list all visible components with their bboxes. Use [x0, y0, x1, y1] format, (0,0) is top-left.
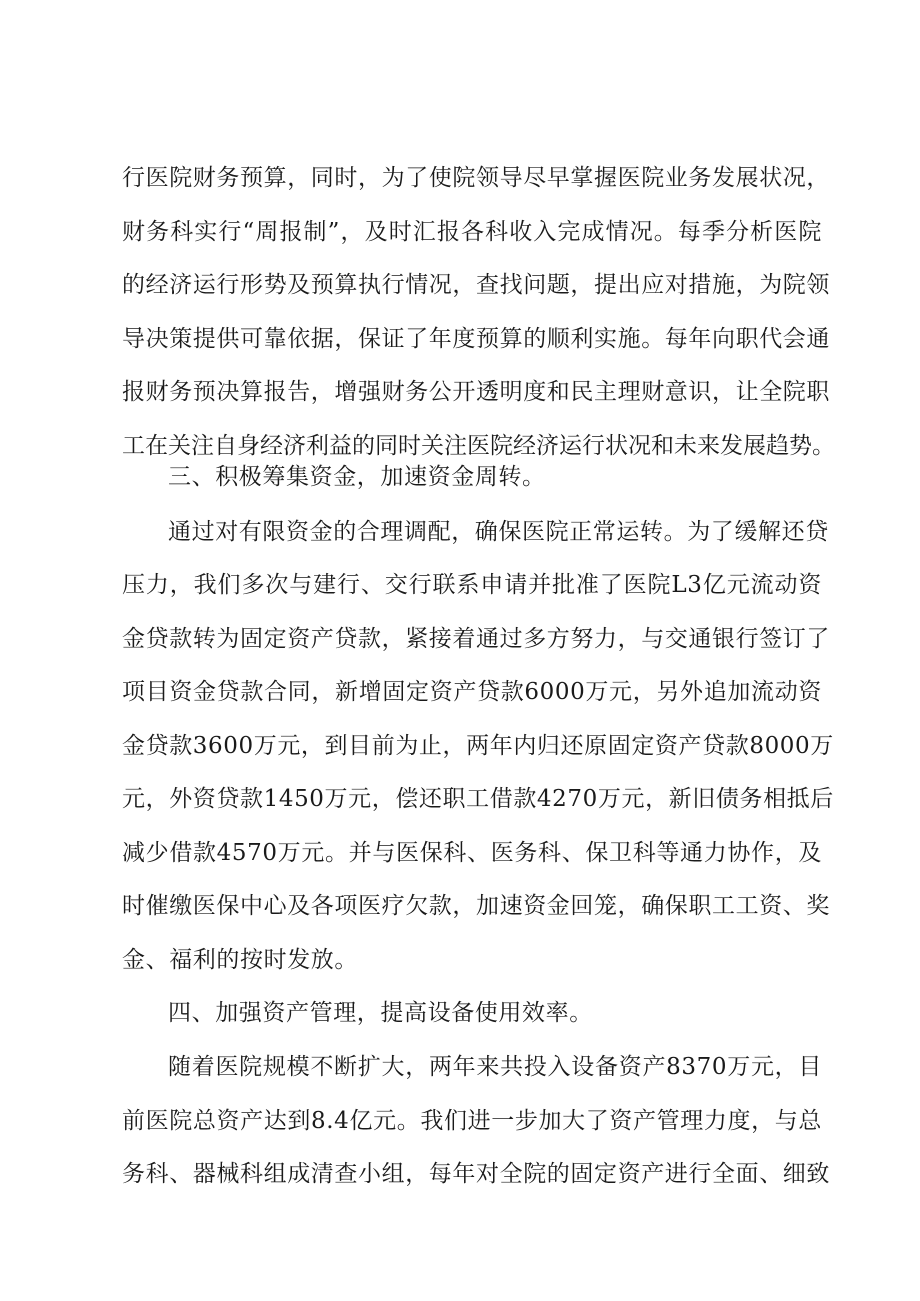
text-line: 导决策提供可靠依据，保证了年度预算的顺利实施。每年向职代会通: [122, 326, 830, 352]
text-line: 金贷款3600万元，到目前为止，两年内归还原固定资产贷款8000万: [122, 733, 834, 759]
text-line: 压力，我们多次与建行、交行联系申请并批准了医院L3亿元流动资: [122, 572, 822, 598]
text-line: 前医院总资产达到8.4亿元。我们进一步加大了资产管理力度，与总: [122, 1108, 822, 1134]
text-line: 金贷款转为固定资产贷款，紧接着通过多方努力，与交通银行签订了: [122, 626, 830, 652]
text-line: 时催缴医保中心及各项医疗欠款，加速资金回笼，确保职工工资、奖: [122, 893, 830, 919]
text-line: 随着医院规模不断扩大，两年来共投入设备资产8370万元，目: [168, 1054, 822, 1080]
text-line: 通过对有限资金的合理调配，确保医院正常运转。为了缓解还贷: [168, 519, 829, 545]
text-line: 金、福利的按时发放。: [122, 947, 358, 973]
text-line: 元，外资贷款1450万元，偿还职工借款4270万元，新旧债务相抵后: [122, 786, 834, 812]
text-line: 的经济运行形势及预算执行情况，查找问题，提出应对措施，为院领: [122, 272, 830, 298]
section-heading: 四、加强资产管理，提高设备使用效率。: [168, 1000, 593, 1026]
text-line: 项目资金贷款合同，新增固定资产贷款6000万元，另外追加流动资: [122, 679, 822, 705]
text-line: 务科、器械科组成清查小组，每年对全院的固定资产进行全面、细致: [122, 1161, 830, 1187]
section-heading: 三、积极筹集资金，加速资金周转。: [168, 464, 546, 490]
text-line: 行医院财务预算，同时，为了使院领导尽早掌握医院业务发展状况，: [122, 165, 830, 191]
text-line: 报财务预决算报告，增强财务公开透明度和民主理财意识，让全院职: [122, 379, 830, 405]
text-line: 减少借款4570万元。并与医保科、医务科、保卫科等通力协作，及: [122, 840, 822, 866]
text-line: 工在关注自身经济利益的同时关注医院经济运行状况和未来发展趋势。: [122, 433, 835, 459]
text-line: 财务科实行“周报制”，及时汇报各科收入完成情况。每季分析医院: [122, 219, 822, 245]
